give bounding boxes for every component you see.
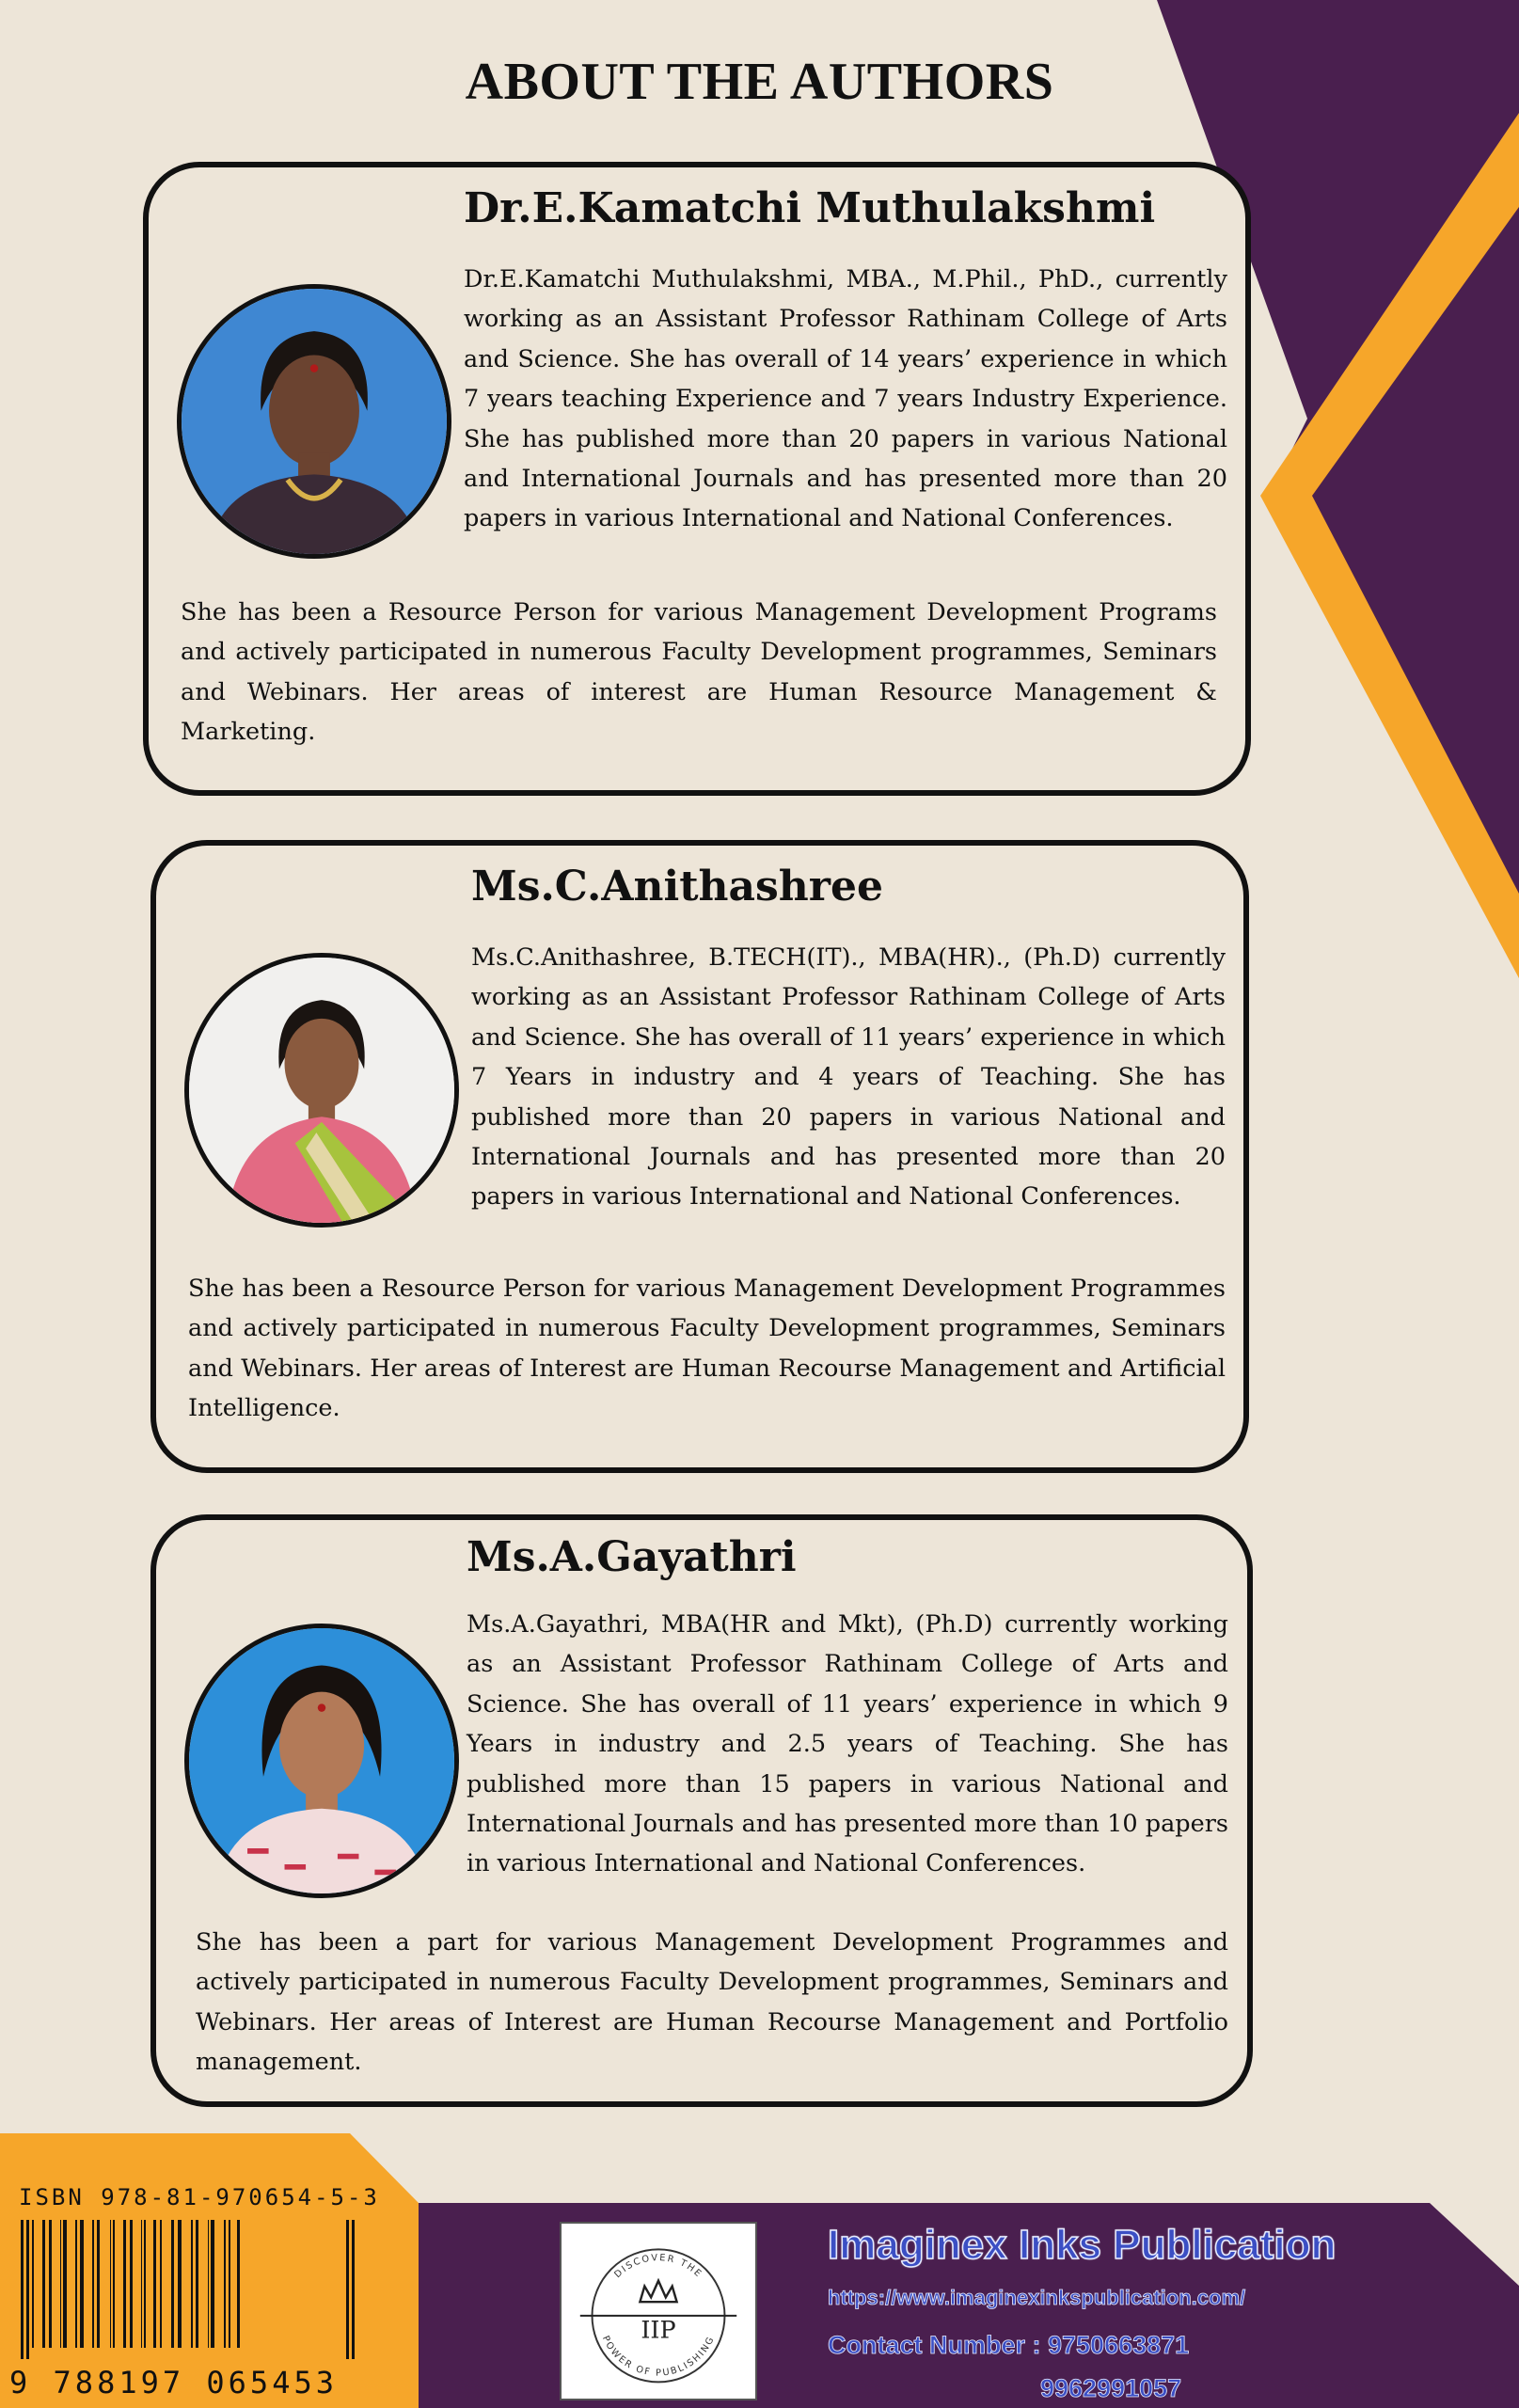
barcode-bar [26,2220,29,2359]
author-photo-1 [177,284,451,559]
publisher-phone-2: 9962991057 [1040,2374,1182,2402]
barcode-number: 9 788197 065453 [9,2365,338,2400]
barcode-bar [92,2220,94,2348]
author-more-3: She has been a part for various Management Development Programmes and actively participated in numerous Faculty Development programmes, Seminars and Webinars. Her areas of Interest are Human Recourse Management and Portfolio management. [196,1928,1228,2077]
barcode-bar [191,2220,193,2348]
barcode-bar [113,2220,115,2348]
logo-monogram: IIP [641,2316,676,2345]
author-bio-2: Ms.C.Anithashree, B.TECH(IT)., MBA(HR)., (Ph.D) currently working as an Assistant Professor Rathinam College of Arts and Science. She has overall of 11 years’ experience in which 7 Years in industry and 4 years of Teaching. She has published more than 20 papers in various National and International Journals and has presented more than 20 papers in various International and National Conferences. [471,943,1226,1212]
barcode-bar [196,2220,198,2348]
barcode-bar [229,2220,230,2348]
barcode-bar [346,2220,349,2359]
barcode-bar [224,2220,226,2348]
barcode-bar [97,2220,100,2348]
logo-ring-bottom: POWER OF PUBLISHING [599,2334,718,2379]
author-more-1: She has been a Resource Person for various Management Development Programs and actively participated in numerous Faculty Development programmes, Seminars and Webinars. Her areas of interest are Human Resource Management & Marketing. [181,598,1217,747]
portrait-icon [189,1628,454,1893]
author-photo-3 [184,1624,459,1898]
publisher-url[interactable]: https://www.imaginexinkspublication.com/ [828,2286,1246,2309]
author-more-2: She has been a Resource Person for various Management Development Programmes and actively participated in numerous Faculty Development programmes, Seminars and Webinars. Her areas of Interest are Human Recourse Management and Artificial Intelligence. [188,1275,1226,1423]
author-card-3 [150,1514,1253,2107]
barcode-bar [153,2220,156,2348]
publisher-name: Imaginex Inks Publication [828,2222,1337,2268]
logo-ring-top: DISCOVER THE [612,2253,704,2281]
barcode-bar [178,2220,182,2348]
isbn-label: ISBN 978-81-970654-5-3 [19,2184,380,2210]
barcode-bar [32,2220,34,2348]
barcode-bar [352,2220,355,2359]
crown-icon [640,2281,676,2303]
barcode-bar [49,2220,52,2348]
barcode-bar [211,2220,214,2348]
barcode-bar [171,2220,174,2348]
barcode [17,2220,357,2359]
portrait-icon [182,289,447,554]
author-card-2 [150,840,1249,1473]
barcode-bar [208,2220,209,2348]
author-name-2: Ms.C.Anithashree [471,863,883,911]
author-bio-1: Dr.E.Kamatchi Muthulakshmi, MBA., M.Phil., PhD., currently working as an Assistant Professor Rathinam College of Arts and Science. She has overall of 14 years’ experience in which 7 years teaching Experience and 7 years Industry Experience. She has published more than 20 papers in various National and International Journals and has presented more than 20 papers in various International and National Conferences. [464,265,1227,533]
barcode-bar [80,2220,84,2348]
page-title: ABOUT THE AUTHORS [465,53,1054,111]
barcode-bar [130,2220,133,2348]
barcode-bar [75,2220,77,2348]
publisher-contact: Contact Number : 9750663871 [828,2331,1190,2359]
author-bio-3: Ms.A.Gayathri, MBA(HR and Mkt), (Ph.D) currently working as an Assistant Professor Rathinam College of Arts and Science. She has overall of 11 years’ experience in which 9 Years in industry and 2.5 years of Teaching. She has published more than 15 papers in various National and International Journals and has presented more than 10 papers in various International and National Conferences. [467,1610,1228,1878]
barcode-bar [42,2220,45,2348]
author-name-1: Dr.E.Kamatchi Muthulakshmi [464,184,1156,232]
barcode-bar [123,2220,126,2348]
barcode-bar [144,2220,146,2348]
author-card-1 [143,162,1251,796]
publisher-logo [560,2222,757,2400]
barcode-bar [110,2220,111,2348]
barcode-bar [237,2220,240,2348]
barcode-bar [63,2220,67,2348]
portrait-icon [189,958,454,1223]
barcode-bar [21,2220,24,2359]
barcode-bar [141,2220,142,2348]
barcode-bar [60,2220,61,2348]
author-name-3: Ms.A.Gayathri [467,1533,797,1581]
author-photo-2 [184,953,459,1228]
barcode-bar [160,2220,162,2348]
